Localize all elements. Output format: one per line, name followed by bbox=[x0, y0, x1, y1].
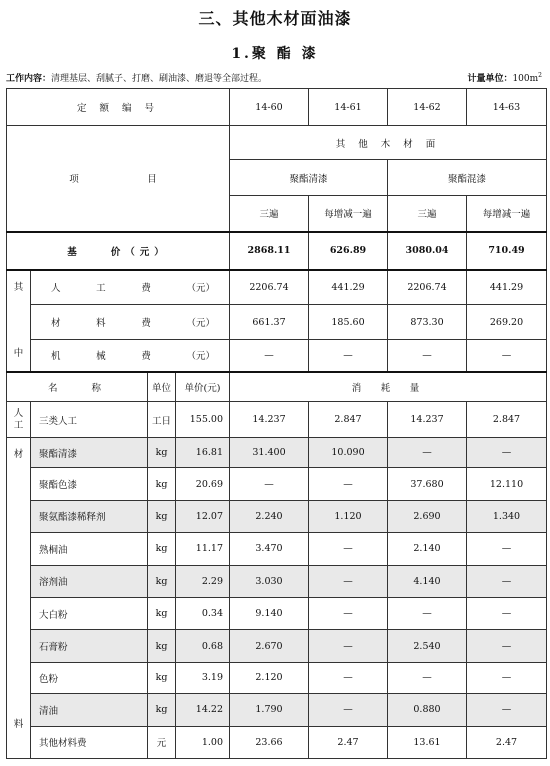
material-qty: — bbox=[309, 468, 388, 500]
material-unit: 元 bbox=[148, 726, 176, 759]
material-row bbox=[7, 662, 547, 693]
material-qty: 37.680 bbox=[388, 468, 467, 500]
base-price-row bbox=[7, 232, 547, 270]
work-content-text: 清理基层、刮腻子、打磨、刷油漆、磨退等全部过程。 bbox=[51, 74, 268, 84]
labor-qty: 14.237 bbox=[230, 402, 309, 438]
material-qty: 2.690 bbox=[388, 500, 467, 532]
material-qty: 0.880 bbox=[388, 694, 467, 726]
material-qty: 12.110 bbox=[467, 468, 547, 500]
group-row bbox=[7, 126, 547, 160]
consumption-header-row bbox=[7, 372, 547, 402]
material-qty: — bbox=[467, 597, 547, 629]
breakdown-label: 人 工 费 （元） bbox=[31, 270, 230, 305]
material-qty: 2.240 bbox=[230, 500, 309, 532]
labor-side-label: 人 工 bbox=[7, 402, 31, 438]
quota-code: 14-62 bbox=[388, 89, 467, 126]
item-label: 项 目 bbox=[7, 126, 230, 232]
material-row bbox=[7, 533, 547, 565]
material-qty: 2.120 bbox=[230, 662, 309, 693]
material-price: 0.68 bbox=[176, 630, 230, 662]
material-qty: 2.540 bbox=[388, 630, 467, 662]
material-row bbox=[7, 438, 547, 468]
material-row bbox=[7, 468, 547, 500]
breakdown-value: 441.29 bbox=[309, 270, 388, 305]
quota-code: 14-63 bbox=[467, 89, 547, 126]
material-qty: 3.470 bbox=[230, 533, 309, 565]
material-qty: — bbox=[309, 565, 388, 597]
material-qty: — bbox=[467, 565, 547, 597]
breakdown-label: 材 料 费 （元） bbox=[31, 305, 230, 340]
unit-col-header: 单位 bbox=[148, 372, 176, 402]
material-qty: — bbox=[467, 533, 547, 565]
material-name: 大白粉 bbox=[31, 597, 148, 629]
material-name: 清油 bbox=[31, 694, 148, 726]
material-name: 石膏粉 bbox=[31, 630, 148, 662]
material-price: 0.34 bbox=[176, 597, 230, 629]
material-qty: 1.120 bbox=[309, 500, 388, 532]
material-qty: — bbox=[467, 662, 547, 693]
base-price-value: 710.49 bbox=[467, 232, 547, 270]
labor-unit: 工日 bbox=[148, 402, 176, 438]
breakdown-value: — bbox=[230, 340, 309, 372]
breakdown-row bbox=[7, 305, 547, 340]
material-qty: — bbox=[309, 694, 388, 726]
quota-no-label: 定 额 编 号 bbox=[7, 89, 230, 126]
material-row bbox=[7, 565, 547, 597]
material-unit: kg bbox=[148, 694, 176, 726]
material-unit: kg bbox=[148, 533, 176, 565]
breakdown-value: — bbox=[467, 340, 547, 372]
material-qty: 2.670 bbox=[230, 630, 309, 662]
page-title: 三、其他木材面油漆 bbox=[198, 9, 352, 28]
material-side-top: 材 bbox=[13, 449, 24, 460]
work-content-line bbox=[6, 71, 546, 84]
material-unit: kg bbox=[148, 438, 176, 468]
measure-unit-value: 100m bbox=[512, 74, 539, 84]
base-price-label: 基 价（元） bbox=[7, 232, 230, 270]
material-qty: — bbox=[467, 694, 547, 726]
material-price: 3.19 bbox=[176, 662, 230, 693]
material-qty: — bbox=[309, 662, 388, 693]
base-price-value: 3080.04 bbox=[388, 232, 467, 270]
section-subtitle: 1.聚 酯 漆 bbox=[231, 46, 319, 62]
material-name: 聚酯清漆 bbox=[31, 438, 148, 468]
material-qty: 3.030 bbox=[230, 565, 309, 597]
labor-name: 三类人工 bbox=[31, 402, 148, 438]
name-col-header: 名 称 bbox=[7, 372, 148, 402]
coat-label: 每增减一遍 bbox=[467, 196, 547, 232]
material-qty: 13.61 bbox=[388, 726, 467, 759]
material-price: 1.00 bbox=[176, 726, 230, 759]
labor-qty: 2.847 bbox=[467, 402, 547, 438]
quota-code: 14-61 bbox=[309, 89, 388, 126]
breakdown-side-top: 其 bbox=[13, 281, 24, 293]
material-price: 14.22 bbox=[176, 694, 230, 726]
labor-row bbox=[7, 402, 547, 438]
material-name: 其他材料费 bbox=[31, 726, 148, 759]
material-qty: — bbox=[388, 662, 467, 693]
material-side-label bbox=[7, 438, 31, 759]
material-qty: 10.090 bbox=[309, 438, 388, 468]
subgroup-label: 聚酯混漆 bbox=[388, 160, 547, 196]
material-unit: kg bbox=[148, 500, 176, 532]
material-qty: 2.47 bbox=[467, 726, 547, 759]
material-qty: 1.790 bbox=[230, 694, 309, 726]
material-row bbox=[7, 500, 547, 532]
base-price-value: 626.89 bbox=[309, 232, 388, 270]
material-price: 16.81 bbox=[176, 438, 230, 468]
material-qty: — bbox=[309, 597, 388, 629]
work-content-label: 工作内容： bbox=[6, 74, 52, 84]
breakdown-row bbox=[7, 340, 547, 372]
measure-unit-label: 计量单位： bbox=[467, 74, 513, 84]
material-qty: 2.47 bbox=[309, 726, 388, 759]
material-name: 聚酯色漆 bbox=[31, 468, 148, 500]
material-unit: kg bbox=[148, 630, 176, 662]
measure-unit-sup: 2 bbox=[538, 72, 542, 79]
material-price: 20.69 bbox=[176, 468, 230, 500]
material-row bbox=[7, 694, 547, 726]
material-qty: — bbox=[467, 438, 547, 468]
material-qty: — bbox=[309, 533, 388, 565]
material-qty: — bbox=[230, 468, 309, 500]
material-name: 色粉 bbox=[31, 662, 148, 693]
group-label: 其 他 木 材 面 bbox=[230, 126, 547, 160]
breakdown-label: 机 械 费 （元） bbox=[31, 340, 230, 372]
labor-qty: 2.847 bbox=[309, 402, 388, 438]
material-unit: kg bbox=[148, 662, 176, 693]
material-qty: 1.340 bbox=[467, 500, 547, 532]
material-qty: — bbox=[467, 630, 547, 662]
material-qty: 9.140 bbox=[230, 597, 309, 629]
qty-col-header: 消 耗 量 bbox=[230, 372, 547, 402]
material-qty: — bbox=[309, 630, 388, 662]
breakdown-row bbox=[7, 270, 547, 305]
material-name: 聚氨酯漆稀释剂 bbox=[31, 500, 148, 532]
material-qty: — bbox=[388, 438, 467, 468]
material-unit: kg bbox=[148, 597, 176, 629]
breakdown-value: — bbox=[388, 340, 467, 372]
breakdown-value: 185.60 bbox=[309, 305, 388, 340]
material-name: 熟桐油 bbox=[31, 533, 148, 565]
labor-price: 155.00 bbox=[176, 402, 230, 438]
breakdown-side-label bbox=[7, 270, 31, 372]
breakdown-value: 661.37 bbox=[230, 305, 309, 340]
coat-label: 三遍 bbox=[388, 196, 467, 232]
breakdown-value: 441.29 bbox=[467, 270, 547, 305]
breakdown-value: — bbox=[309, 340, 388, 372]
breakdown-value: 2206.74 bbox=[230, 270, 309, 305]
material-qty: 2.140 bbox=[388, 533, 467, 565]
material-side-bottom: 料 bbox=[13, 719, 24, 730]
breakdown-value: 873.30 bbox=[388, 305, 467, 340]
quota-table bbox=[6, 88, 547, 759]
material-row bbox=[7, 597, 547, 629]
base-price-value: 2868.11 bbox=[230, 232, 309, 270]
measure-unit bbox=[467, 71, 542, 84]
material-qty: 23.66 bbox=[230, 726, 309, 759]
material-qty: — bbox=[388, 597, 467, 629]
material-qty: 4.140 bbox=[388, 565, 467, 597]
material-unit: kg bbox=[148, 468, 176, 500]
coat-label: 三遍 bbox=[230, 196, 309, 232]
quota-code-row bbox=[7, 89, 547, 126]
breakdown-side-bottom: 中 bbox=[13, 347, 24, 359]
material-name: 溶剂油 bbox=[31, 565, 148, 597]
material-price: 11.17 bbox=[176, 533, 230, 565]
quota-code: 14-60 bbox=[230, 89, 309, 126]
material-row bbox=[7, 630, 547, 662]
price-col-header: 单价(元) bbox=[176, 372, 230, 402]
material-unit: kg bbox=[148, 565, 176, 597]
material-price: 12.07 bbox=[176, 500, 230, 532]
material-row bbox=[7, 726, 547, 759]
coat-label: 每增减一遍 bbox=[309, 196, 388, 232]
breakdown-value: 269.20 bbox=[467, 305, 547, 340]
material-price: 2.29 bbox=[176, 565, 230, 597]
subgroup-label: 聚酯清漆 bbox=[230, 160, 388, 196]
material-qty: 31.400 bbox=[230, 438, 309, 468]
breakdown-value: 2206.74 bbox=[388, 270, 467, 305]
labor-qty: 14.237 bbox=[388, 402, 467, 438]
